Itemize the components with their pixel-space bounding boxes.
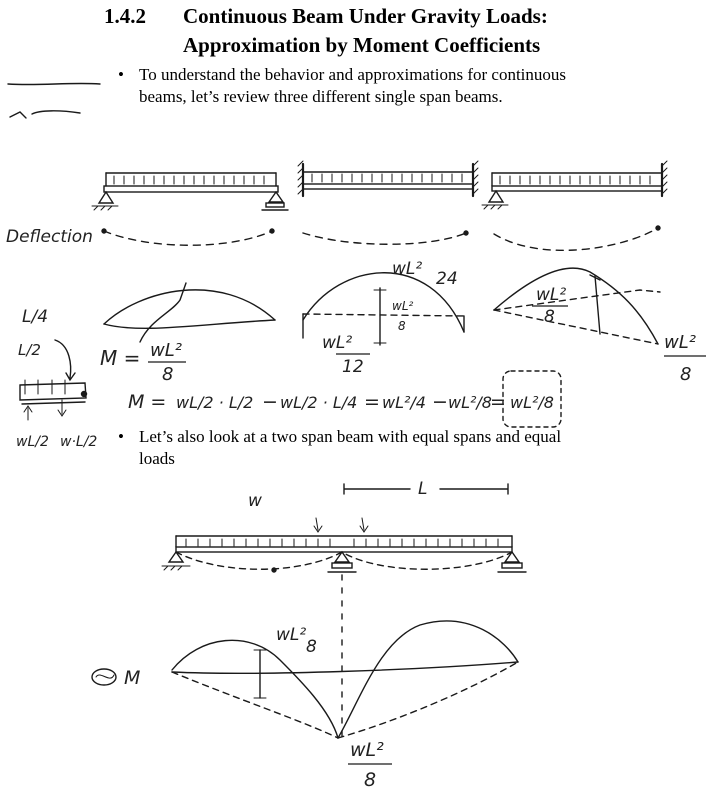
- moment-curve-two-span-right: [338, 621, 518, 738]
- bullet-text-line1: Let’s also look at a two span beam with equal spans and equal: [139, 427, 562, 446]
- equation-term1: wL/2 · L/2: [176, 393, 254, 412]
- two-span-moment-label: M: [124, 667, 141, 689]
- propped-end-denominator: 8: [680, 364, 692, 385]
- equation-minus2: −: [432, 391, 448, 413]
- moment-baseline: [172, 662, 518, 673]
- section-title-line1: Continuous Beam Under Gravity Loads:: [183, 4, 548, 28]
- two-span-length-label: L: [418, 479, 428, 499]
- equation-m: M =: [128, 391, 167, 413]
- section-title-line2: Approximation by Moment Coefficients: [183, 33, 541, 57]
- two-span-midspan-denominator: 8: [306, 637, 317, 657]
- equation-term3: wL²/4: [382, 393, 426, 412]
- equation-term2: wL/2 · L/4: [280, 393, 358, 412]
- deflection-curve-simple: [104, 231, 272, 245]
- propped-span-numerator: wL²: [536, 285, 567, 305]
- pin-support: [489, 191, 503, 202]
- bullet-text-line2: beams, let’s review three different single span beams.: [139, 87, 503, 106]
- equation-result: wL²/8: [510, 393, 554, 412]
- moment-pointer: [140, 283, 186, 342]
- margin-line: [8, 83, 100, 84]
- fixed-end-denominator: 12: [342, 357, 364, 377]
- fraction-numerator: wL²: [150, 340, 182, 361]
- two-span-support-numerator: wL²: [350, 739, 384, 761]
- fraction-denominator: 8: [162, 364, 174, 385]
- section-number: 1.4.2: [104, 4, 146, 28]
- margin-scribble: [10, 111, 80, 118]
- fixed-delta-numerator: wL²: [392, 299, 414, 313]
- moment-parabola-simple: [104, 290, 275, 324]
- fixed-midspan-denominator: 24: [436, 269, 458, 289]
- deflection-curve-fixed: [303, 233, 466, 244]
- reaction-label: wL/2: [16, 434, 49, 450]
- equation-eq1: =: [364, 391, 380, 413]
- load-label: w·L/2: [60, 434, 98, 450]
- bullet-dot: •: [118, 427, 124, 446]
- span-quarter-label: L/4: [22, 307, 49, 327]
- two-span-beam: [162, 484, 526, 572]
- beam-fixed-fixed: [298, 161, 478, 196]
- roller-support: [269, 192, 283, 202]
- bullet-text-line1: To understand the behavior and approximations for continuous: [139, 65, 567, 84]
- fixed-delta-denominator: 8: [398, 319, 406, 333]
- deflection-curve-propped: [494, 228, 658, 250]
- pin-support: [99, 192, 113, 203]
- bullet-text-line2: loads: [139, 449, 175, 468]
- two-span-support-denominator: 8: [364, 769, 377, 791]
- equation-minus1: −: [262, 391, 278, 413]
- propped-span-denominator: 8: [544, 307, 555, 327]
- simple-moment-eq: M =: [100, 346, 141, 370]
- fixed-end-numerator: wL²: [322, 333, 353, 353]
- equation-eq2: =: [490, 391, 506, 413]
- fixed-midspan-numerator: wL²: [392, 259, 423, 279]
- two-span-midspan-numerator: wL²: [276, 625, 307, 645]
- half-span-label: L/2: [18, 341, 41, 359]
- beam-simple: [92, 173, 288, 210]
- fbd-rect: [20, 383, 86, 400]
- deflection-label: Deflection: [6, 227, 93, 247]
- bullet-dot: •: [118, 65, 124, 84]
- propped-end-numerator: wL²: [664, 332, 696, 353]
- equation-term4: wL²/8: [448, 393, 492, 412]
- beam-propped-cantilever: [482, 161, 667, 209]
- two-span-load-label: w: [248, 491, 262, 511]
